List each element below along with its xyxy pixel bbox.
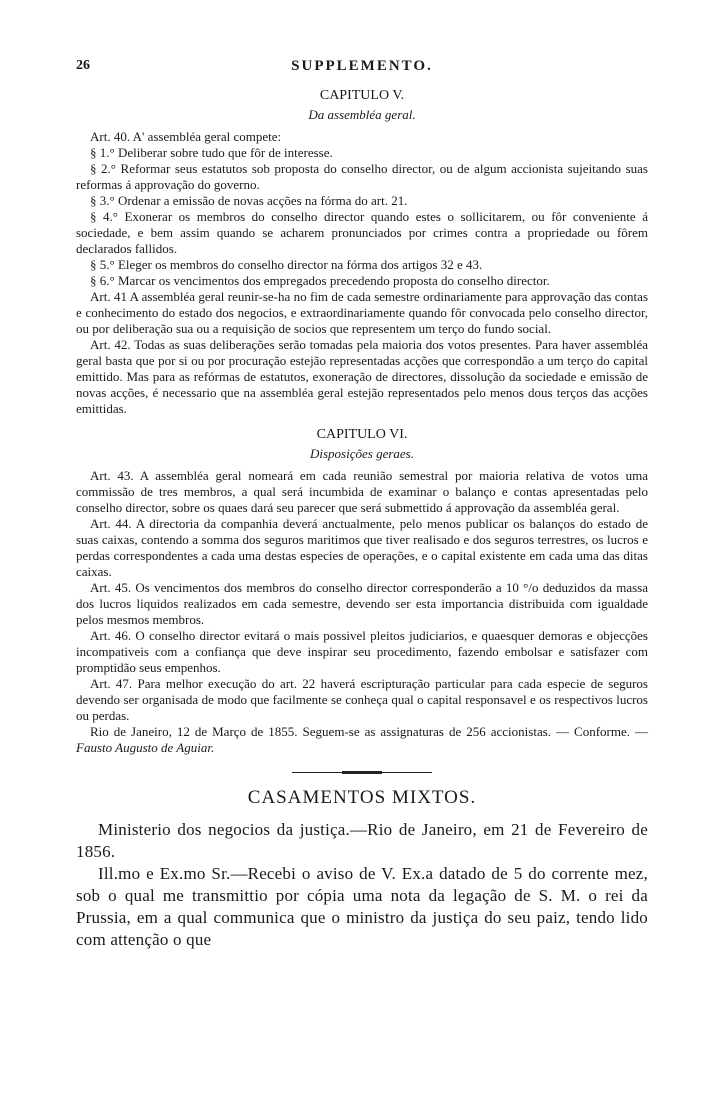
article-paragraph: § 3.° Ordenar a emissão de novas acções na fórma do art. 21. bbox=[90, 193, 408, 208]
article-paragraph: Art. 42. Todas as suas deliberações serão tomadas pela maioria dos votos presentes. Para haver assembléa geral basta que por si ou por procuração estejão representadas acções que correspondão a um terço do capital emittido. Mas para as refórmas de estatutos, exoneração de directores, dissolução da sociedade e emissão de novas acções, é necessario que na assembléa geral estejão representados pelo menos dous terços das acções emittidas. bbox=[76, 337, 648, 416]
section-paragraph: Ill.mo e Ex.mo Sr.—Recebi o aviso de V. Ex.a datado de 5 do corrente mez, sob o qual me transmittio por cópia uma nota da legação de S. M. o rei da Prussia, em a qual communica que o ministro da justiça do seu paiz, tendo lido com attenção o que bbox=[76, 864, 648, 949]
article-paragraph: § 6.° Marcar os vencimentos dos empregados precedendo proposta do conselho director. bbox=[90, 273, 550, 288]
chapter-6-subtitle: Disposições geraes. bbox=[310, 446, 414, 461]
article-paragraph: Art. 45. Os vencimentos dos membros do conselho director corresponderão a 10 °/o deduzidos da massa dos lucros liquidos realizados em cada semestre, devendo ser esta importancia distribuida com igualdade pelos mesmos membros. bbox=[76, 580, 648, 627]
running-title: SUPPLEMENTO. bbox=[291, 58, 433, 74]
article-paragraph: § 1.° Deliberar sobre tudo que fôr de interesse. bbox=[90, 145, 333, 160]
section-divider bbox=[292, 772, 432, 773]
article-paragraph: Art. 47. Para melhor execução do art. 22 haverá escripturação particular para cada especie de seguros devendo ser organisada de modo que facilmente se conheça qual o capital responsavel e os respectivos lucros ou perdas. bbox=[76, 676, 648, 723]
page-header bbox=[76, 58, 648, 82]
article-paragraph: § 2.° Reformar seus estatutos sob proposta do conselho director, ou de algum accionista sujeitando suas reformas á approvação do governo. bbox=[76, 161, 648, 192]
article-paragraph: Art. 41 A assembléa geral reunir-se-ha no fim de cada semestre ordinariamente para approvação das contas e conhecimento do estado dos negocios, e extraordinariamente quando fôr convocada pelo conselho director, ou por deliberação sua ou a requisição de socios que representem um terço do fundo social. bbox=[76, 289, 648, 336]
article-paragraph: § 4.° Exonerar os membros do conselho director quando estes o sollicitarem, ou fôr conveniente á sociedade, e bem assim quando se acharem pronunciados por crimes contra a propriedade ou fôrem declarados fallidos. bbox=[76, 209, 648, 256]
article-paragraph: Art. 43. A assembléa geral nomeará em cada reunião semestral por maioria relativa de votos uma commissão de tres membros, a qual será incumbida de examinar o balanço e contas apresentadas pelo conselho director, sobre os quaes dará seu parecer que será submettido á approvação da assembléa geral. bbox=[76, 468, 648, 515]
article-paragraph: Art. 44. A directoria da companhia deverá anctualmente, pelo menos publicar os balanços do estado de suas caixas, contendo a somma dos seguros maritimos que tiver realisado e dos seguros terrestres, os lucros e perdas correspondentes a cada uma destas especies de operações, e o capital existente em cada uma das ditas caixas. bbox=[76, 516, 648, 579]
article-paragraph: § 5.° Eleger os membros do conselho director na fórma dos artigos 32 e 43. bbox=[90, 257, 483, 272]
closing-text: Rio de Janeiro, 12 de Março de 1855. Seguem-se as assignaturas de 256 accionistas. — Conforme. — bbox=[90, 724, 648, 739]
chapter-5-title: CAPITULO V. bbox=[319, 88, 405, 103]
closing-paragraph bbox=[76, 724, 648, 756]
signature: Fausto Augusto de Aguiar. bbox=[76, 740, 215, 755]
page-number: 26 bbox=[76, 58, 90, 73]
section-paragraph: Ministerio dos negocios da justiça.—Rio de Janeiro, em 21 de Fevereiro de 1856. bbox=[76, 820, 648, 861]
section-title: CASAMENTOS MIXTOS. bbox=[247, 787, 477, 808]
chapter-5-subtitle: Da assembléa geral. bbox=[308, 107, 416, 122]
chapter-6-title: CAPITULO VI. bbox=[316, 427, 408, 442]
article-paragraph: Art. 46. O conselho director evitará o mais possivel pleitos judiciarios, e quaesquer demoras e objecções incompativeis com a confiança que deve inspirar seu procedimento, fazendo embolsar e satisfazer com promptidão seus empenhos. bbox=[76, 628, 648, 675]
article-paragraph: Art. 40. A' assembléa geral compete: bbox=[90, 129, 282, 144]
document-page bbox=[76, 58, 648, 951]
